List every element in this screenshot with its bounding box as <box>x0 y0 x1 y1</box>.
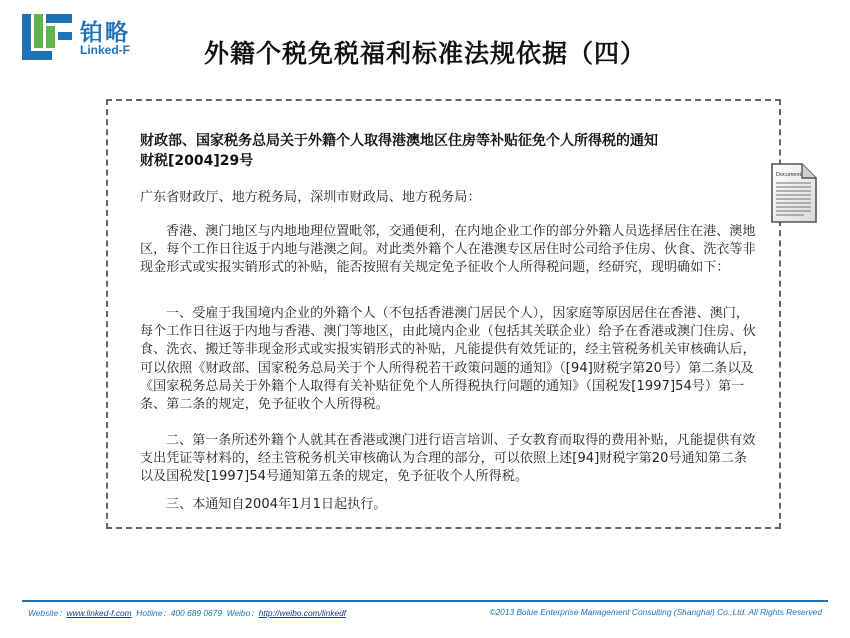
notice-item-3: 三、本通知自2004年1月1日起执行。 <box>166 497 387 512</box>
notice-item-2: 二、第一条所述外籍个人就其在香港或澳门进行语言培训、子女教育而取得的费用补贴，凡能提供有效支出凭证等材料的，经主管税务机关审核确认为合理的部分，可以依照上述[94]财税字第20号通知第二条以及国税发[1997]54号通知第五条的规定，免予征收个人所得税。 <box>140 433 756 485</box>
footer-hotline: Hotline：400 689 0679 <box>136 608 222 618</box>
footer-website-label: Website： <box>28 608 67 618</box>
footer-weibo-label: Weibo： <box>226 608 259 618</box>
footer-copyright: ©2013 Bolue Enterprise Management Consulting (Shanghai) Co.,Ltd. All Rights Reserved <box>489 607 822 617</box>
footer-weibo-link[interactable]: http://weibo.com/linkedf <box>258 608 347 618</box>
notice-intro-paragraph: 香港、澳门地区与内地地理位置毗邻，交通便利，在内地企业工作的部分外籍人员选择居住在港、澳地区，每个工作日往返于内地与港澳之间。对此类外籍个人在港澳专区居住时公司给予住房、伙食、洗衣等非现金形式或实报实销形式的补贴，能否按照有关规定免予征收个人所得税问题，经研究，现明确如下： <box>140 224 756 276</box>
notice-title-line1: 财政部、国家税务总局关于外籍个人取得港澳地区住房等补贴征免个人所得税的通知 <box>140 133 658 149</box>
document-icon <box>766 160 820 226</box>
notice-item-1: 一、受雇于我国境内企业的外籍个人（不包括香港澳门居民个人），因家庭等原因居住在香港、澳门，每个工作日往返于内地与香港、澳门等地区，由此境内企业（包括其关联企业）给予在香港或澳门住房、伙食、洗衣、搬迁等非现金形式或实报实销形式的补贴，凡能提供有效凭证的，经主管税务机关审核确认后，可以依照《财政部、国家税务总局关于个人所得税若干政策问题的通知》（[94]财税字第20号）第二条以及《国家税务总局关于外籍个人取得有关补贴征免个人所得税执行问题的通知》（国税发[1997]54号）第一条、第二条的规定，免予征收个人所得税。 <box>140 306 756 413</box>
notice-title <box>140 131 780 171</box>
logo-chinese-name: 铂略 <box>80 20 130 46</box>
document-icon-label: Document <box>776 172 802 178</box>
footer-divider <box>22 600 828 602</box>
logo-english-name: Linked-F <box>80 43 130 57</box>
footer-contact <box>28 607 346 619</box>
notice-document-number: 财税[2004]29号 <box>140 153 254 169</box>
slide-title: 外籍个税免税福利标准法规依据（四） <box>203 39 646 68</box>
footer-website-link[interactable]: www.linked-f.com <box>66 608 132 618</box>
notice-addressee: 广东省财政厅、地方税务局，深圳市财政局、地方税务局： <box>140 190 481 205</box>
